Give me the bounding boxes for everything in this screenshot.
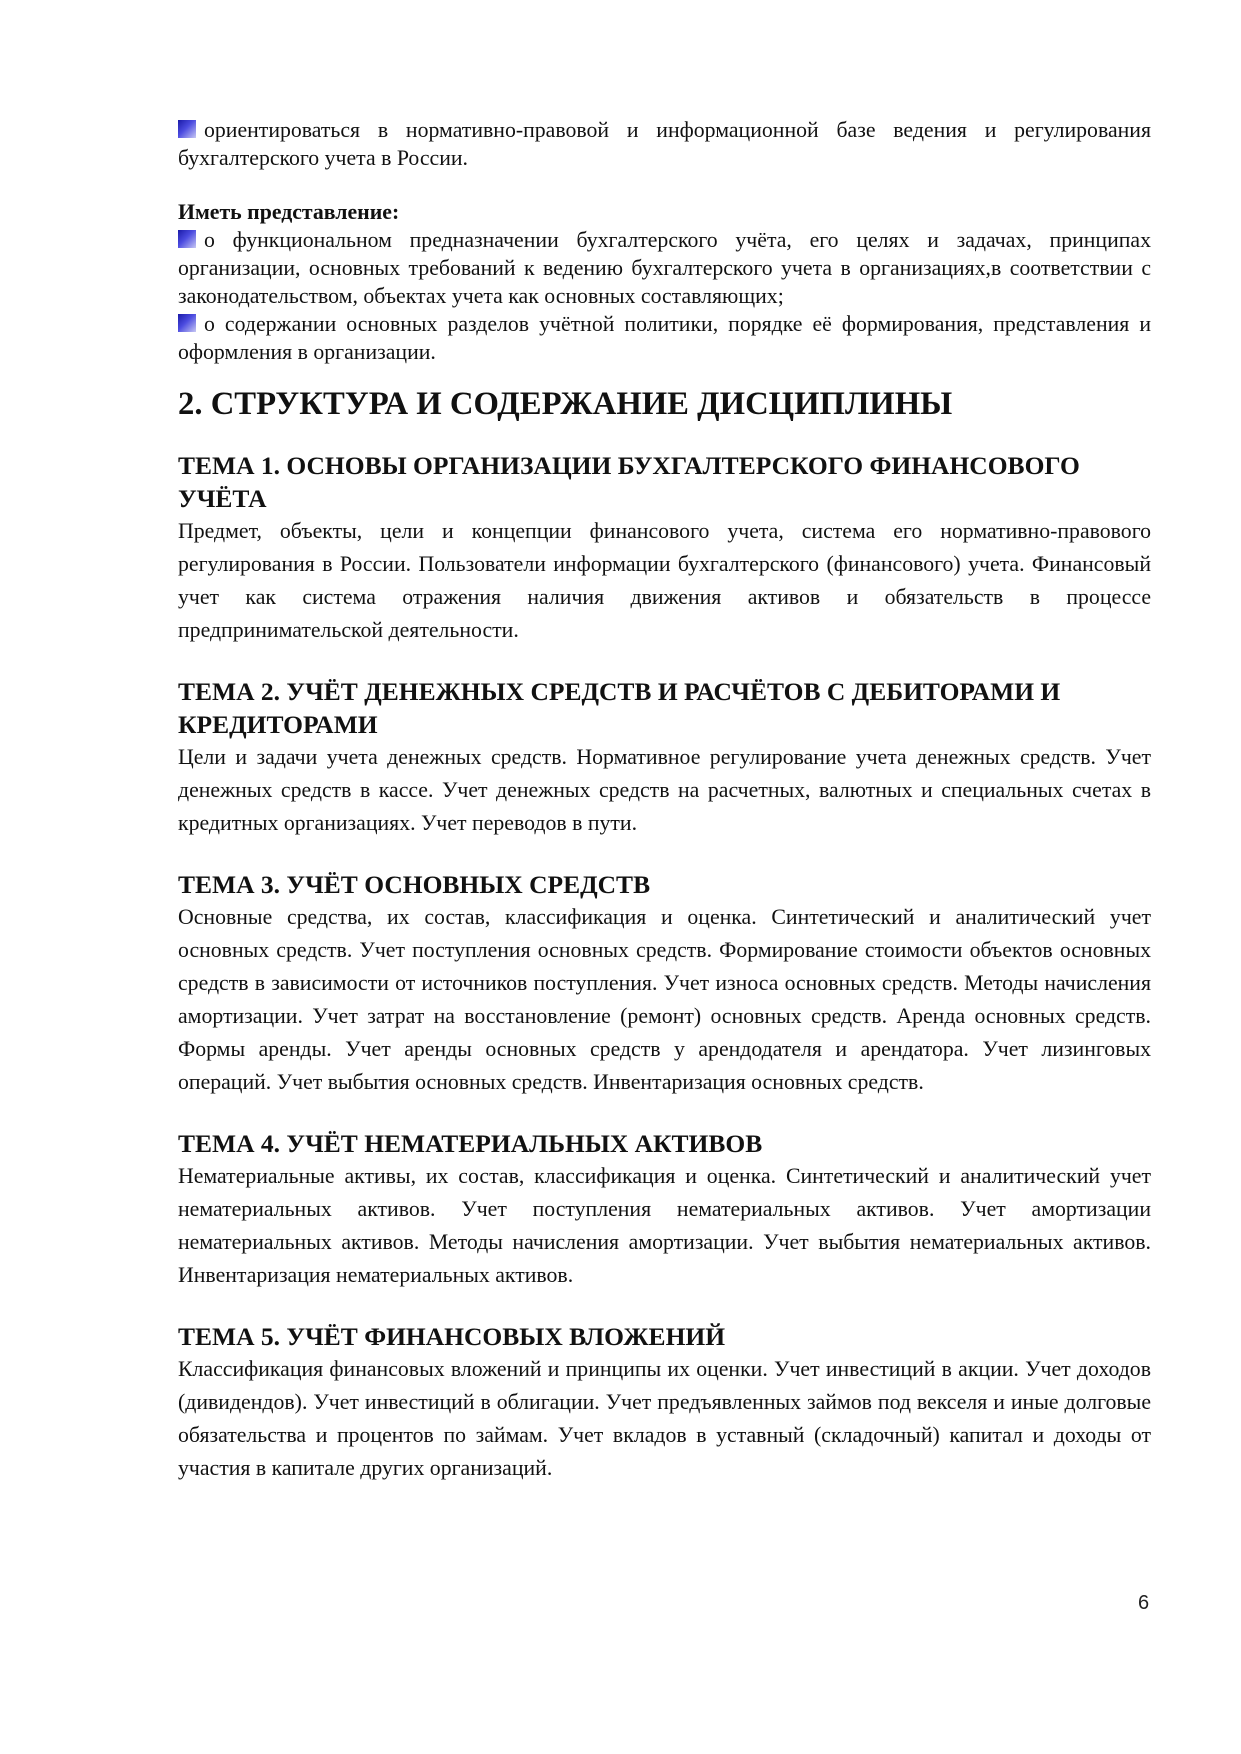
bullet-text: о функциональном предназначении бухгалтерского учёта, его целях и задачах, принципах организации, основных требований к ведению бухгалтерского учета в организациях,в соответствии с законодательством, объектах учета как основных составляющих;: [178, 228, 1151, 308]
topic-3-text: Основные средства, их состав, классификация и оценка. Синтетический и аналитический учет основных средств. Учет поступления основных средств. Формирование стоимости объектов основных средств в зависимости от источников поступления. Учет износа основных средств. Методы начисления амортизации. Учет затрат на восстановление (ремонт) основных средств. Аренда основных средств. Формы аренды. Учет аренды основных средств у арендодателя и арендатора. Учет лизинговых операций. Учет выбытия основных средств. Инвентаризация основных средств.: [178, 905, 1151, 1094]
topic-1-text: Предмет, объекты, цели и концепции финансового учета, система его нормативно-правового регулирования в России. Пользователи информации бухгалтерского (финансового) учета. Финансовый учет как система отражения наличия движения активов и обязательств в процессе предпринимательской деятельности.: [178, 519, 1151, 642]
square-bullet-icon: [178, 230, 196, 248]
topic-4-text: Нематериальные активы, их состав, классификация и оценка. Синтетический и аналитический учет нематериальных активов. Учет поступления нематериальных активов. Учет амортизации нематериальных активов. Методы начисления амортизации. Учет выбытия нематериальных активов. Инвентаризация нематериальных активов.: [178, 1164, 1151, 1287]
list-item: [178, 116, 1151, 172]
list-item: [178, 310, 1151, 366]
document-page: [178, 116, 1151, 1485]
topic-4-title: ТЕМА 4. УЧЁТ НЕМАТЕРИАЛЬНЫХ АКТИВОВ: [178, 1129, 763, 1158]
topic-5-title: ТЕМА 5. УЧЁТ ФИНАНСОВЫХ ВЛОЖЕНИЙ: [178, 1322, 726, 1351]
square-bullet-icon: [178, 120, 196, 138]
section-title: 2. СТРУКТУРА И СОДЕРЖАНИЕ ДИСЦИПЛИНЫ: [178, 386, 953, 422]
list-item: [178, 226, 1151, 310]
represent-heading: Иметь представление:: [178, 200, 400, 224]
page-number: 6: [1138, 1592, 1150, 1614]
square-bullet-icon: [178, 314, 196, 332]
bullet-text: о содержании основных разделов учётной политики, порядке её формирования, представления и оформления в организации.: [178, 312, 1151, 364]
bullet-text: ориентироваться в нормативно-правовой и информационной базе ведения и регулирования бухгалтерского учета в России.: [178, 118, 1151, 170]
topic-2-title: ТЕМА 2. УЧЁТ ДЕНЕЖНЫХ СРЕДСТВ И РАСЧЁТОВ С ДЕБИТОРАМИ И КРЕДИТОРАМИ: [178, 677, 1061, 739]
topic-3-title: ТЕМА 3. УЧЁТ ОСНОВНЫХ СРЕДСТВ: [178, 870, 651, 899]
topic-1-title: ТЕМА 1. ОСНОВЫ ОРГАНИЗАЦИИ БУХГАЛТЕРСКОГО ФИНАНСОВОГО УЧЁТА: [178, 451, 1080, 513]
topic-2-text: Цели и задачи учета денежных средств. Нормативное регулирование учета денежных средств. Учет денежных средств в кассе. Учет денежных средств на расчетных, валютных и специальных счетах в кредитных организациях. Учет переводов в пути.: [178, 745, 1151, 835]
topic-5-text: Классификация финансовых вложений и принципы их оценки. Учет инвестиций в акции. Учет доходов (дивидендов). Учет инвестиций в облигации. Учет предъявленных займов под векселя и иные долговые обязательства и процентов по займам. Учет вкладов в уставный (складочный) капитал и доходы от участия в капитале других организаций.: [178, 1357, 1151, 1480]
